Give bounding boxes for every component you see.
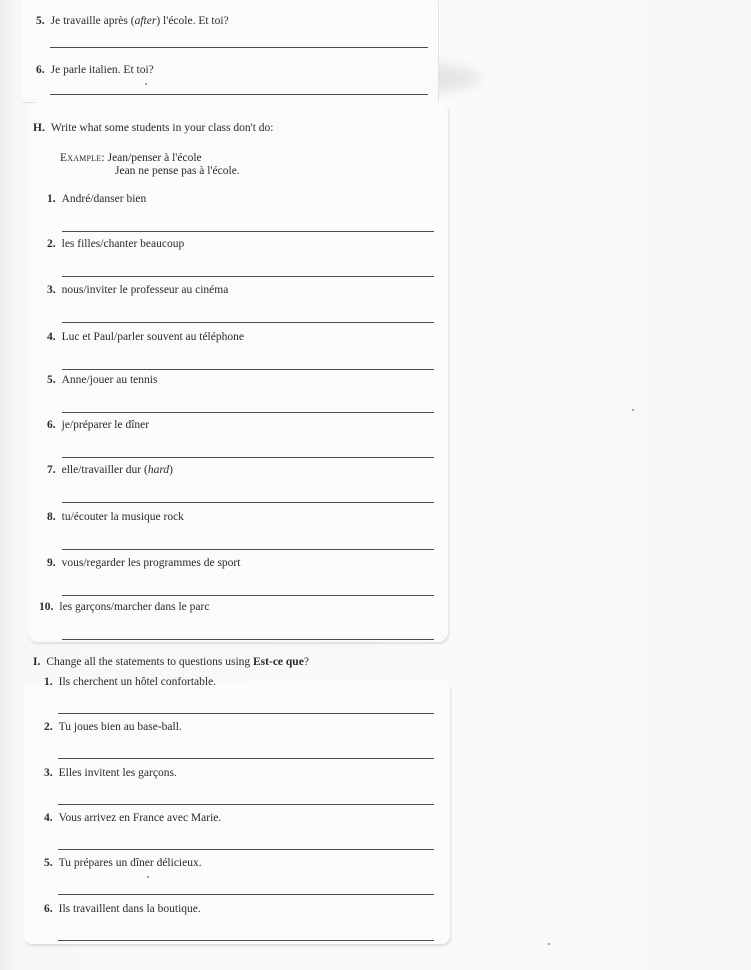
exercise-item	[44, 903, 201, 915]
item-prompt: Elles invitent les garçons.	[58, 767, 177, 779]
exercise-item	[44, 767, 177, 779]
item-number: 6.	[44, 903, 53, 915]
section-h-heading	[33, 122, 273, 134]
section-instruction: Change all the statements to questions using	[46, 656, 254, 668]
item-prompt: Tu joues bien au base-ball.	[58, 721, 182, 733]
item-number: 1.	[47, 193, 56, 205]
item-gloss: after	[134, 15, 157, 27]
answer-line[interactable]	[62, 412, 434, 413]
exercise-item	[47, 557, 240, 569]
section-instruction-end: ?	[303, 656, 309, 668]
section-letter: I.	[33, 656, 41, 668]
answer-line[interactable]	[58, 758, 434, 759]
answer-line[interactable]	[58, 894, 434, 895]
section-instruction: Write what some students in your class don't do:	[50, 122, 274, 134]
exercise-item	[44, 812, 221, 824]
answer-line[interactable]	[62, 595, 434, 596]
item-number: 5.	[44, 857, 53, 869]
exercise-item	[47, 464, 173, 476]
item-number: 2.	[44, 721, 53, 733]
example-answer-text: Jean ne pense pas à l'école.	[115, 165, 240, 177]
item-prompt: vous/regarder les programmes de sport	[61, 557, 241, 569]
dust-speck	[147, 876, 149, 878]
item-prompt: je/préparer le dîner	[61, 419, 150, 431]
item-prompt: Anne/jouer au tennis	[61, 374, 158, 386]
item-prompt: les filles/chanter beaucoup	[61, 238, 185, 250]
exercise-item	[44, 676, 216, 688]
dust-speck	[548, 943, 550, 945]
item-number: 2.	[47, 238, 56, 250]
item-prompt-end: ) l'école. Et toi?	[156, 15, 229, 27]
item-number: 3.	[44, 767, 53, 779]
answer-line[interactable]	[62, 231, 434, 232]
exercise-item	[47, 374, 157, 386]
example-block	[60, 152, 202, 164]
exercise-item	[47, 419, 149, 431]
answer-line[interactable]	[50, 94, 428, 95]
exercise-item	[44, 857, 202, 869]
answer-line[interactable]	[58, 849, 434, 850]
exercise-item	[36, 15, 229, 27]
example-prompt: Jean/penser à l'école	[107, 152, 202, 164]
dust-speck	[632, 409, 634, 411]
item-number: 4.	[47, 331, 56, 343]
exercise-item	[39, 601, 209, 613]
exercise-item	[36, 64, 154, 76]
item-number: 6.	[47, 419, 56, 431]
exercise-item	[47, 511, 184, 523]
answer-line[interactable]	[62, 369, 434, 370]
item-number: 9.	[47, 557, 56, 569]
item-number: 4.	[44, 812, 53, 824]
answer-line[interactable]	[62, 639, 434, 640]
item-prompt: Tu prépares un dîner délicieux.	[58, 857, 202, 869]
answer-line[interactable]	[58, 713, 434, 714]
item-prompt: les garçons/marcher dans le parc	[59, 601, 210, 613]
item-number: 6.	[36, 64, 45, 76]
section-i-heading	[33, 656, 309, 668]
answer-line[interactable]	[62, 549, 434, 550]
exercise-item	[47, 284, 228, 296]
exercise-item	[44, 721, 182, 733]
item-number: 5.	[36, 15, 45, 27]
item-number: 1.	[44, 676, 53, 688]
section-letter: H.	[33, 122, 45, 134]
item-prompt: elle/travailler dur (	[61, 464, 148, 476]
item-prompt: Vous arrivez en France avec Marie.	[58, 812, 222, 824]
section-instruction-keyword: Est-ce que	[253, 656, 304, 668]
exercise-item	[47, 238, 184, 250]
item-prompt: Ils cherchent un hôtel confortable.	[58, 676, 217, 688]
item-prompt: Je parle italien. Et toi?	[50, 64, 154, 76]
answer-line[interactable]	[62, 502, 434, 503]
item-prompt: Ils travaillent dans la boutique.	[58, 903, 201, 915]
item-prompt-end: )	[169, 464, 173, 476]
item-number: 3.	[47, 284, 56, 296]
answer-line[interactable]	[50, 47, 428, 48]
answer-line[interactable]	[58, 940, 434, 941]
answer-line[interactable]	[62, 276, 434, 277]
item-prompt: André/danser bien	[61, 193, 147, 205]
item-gloss: hard	[147, 464, 170, 476]
answer-line[interactable]	[62, 457, 434, 458]
item-prompt: tu/écouter la musique rock	[61, 511, 184, 523]
item-number: 7.	[47, 464, 56, 476]
example-label: Example:	[60, 152, 105, 164]
exercise-item	[47, 331, 244, 343]
item-number: 10.	[39, 601, 54, 613]
answer-line[interactable]	[62, 322, 434, 323]
item-number: 5.	[47, 374, 56, 386]
item-number: 8.	[47, 511, 56, 523]
example-answer	[115, 165, 240, 177]
exercise-item	[47, 193, 146, 205]
answer-line[interactable]	[58, 804, 434, 805]
dust-speck	[145, 83, 147, 85]
item-prompt: Luc et Paul/parler souvent au téléphone	[61, 331, 244, 343]
item-prompt: nous/inviter le professeur au cinéma	[61, 284, 229, 296]
item-prompt: Je travaille après (	[50, 15, 135, 27]
